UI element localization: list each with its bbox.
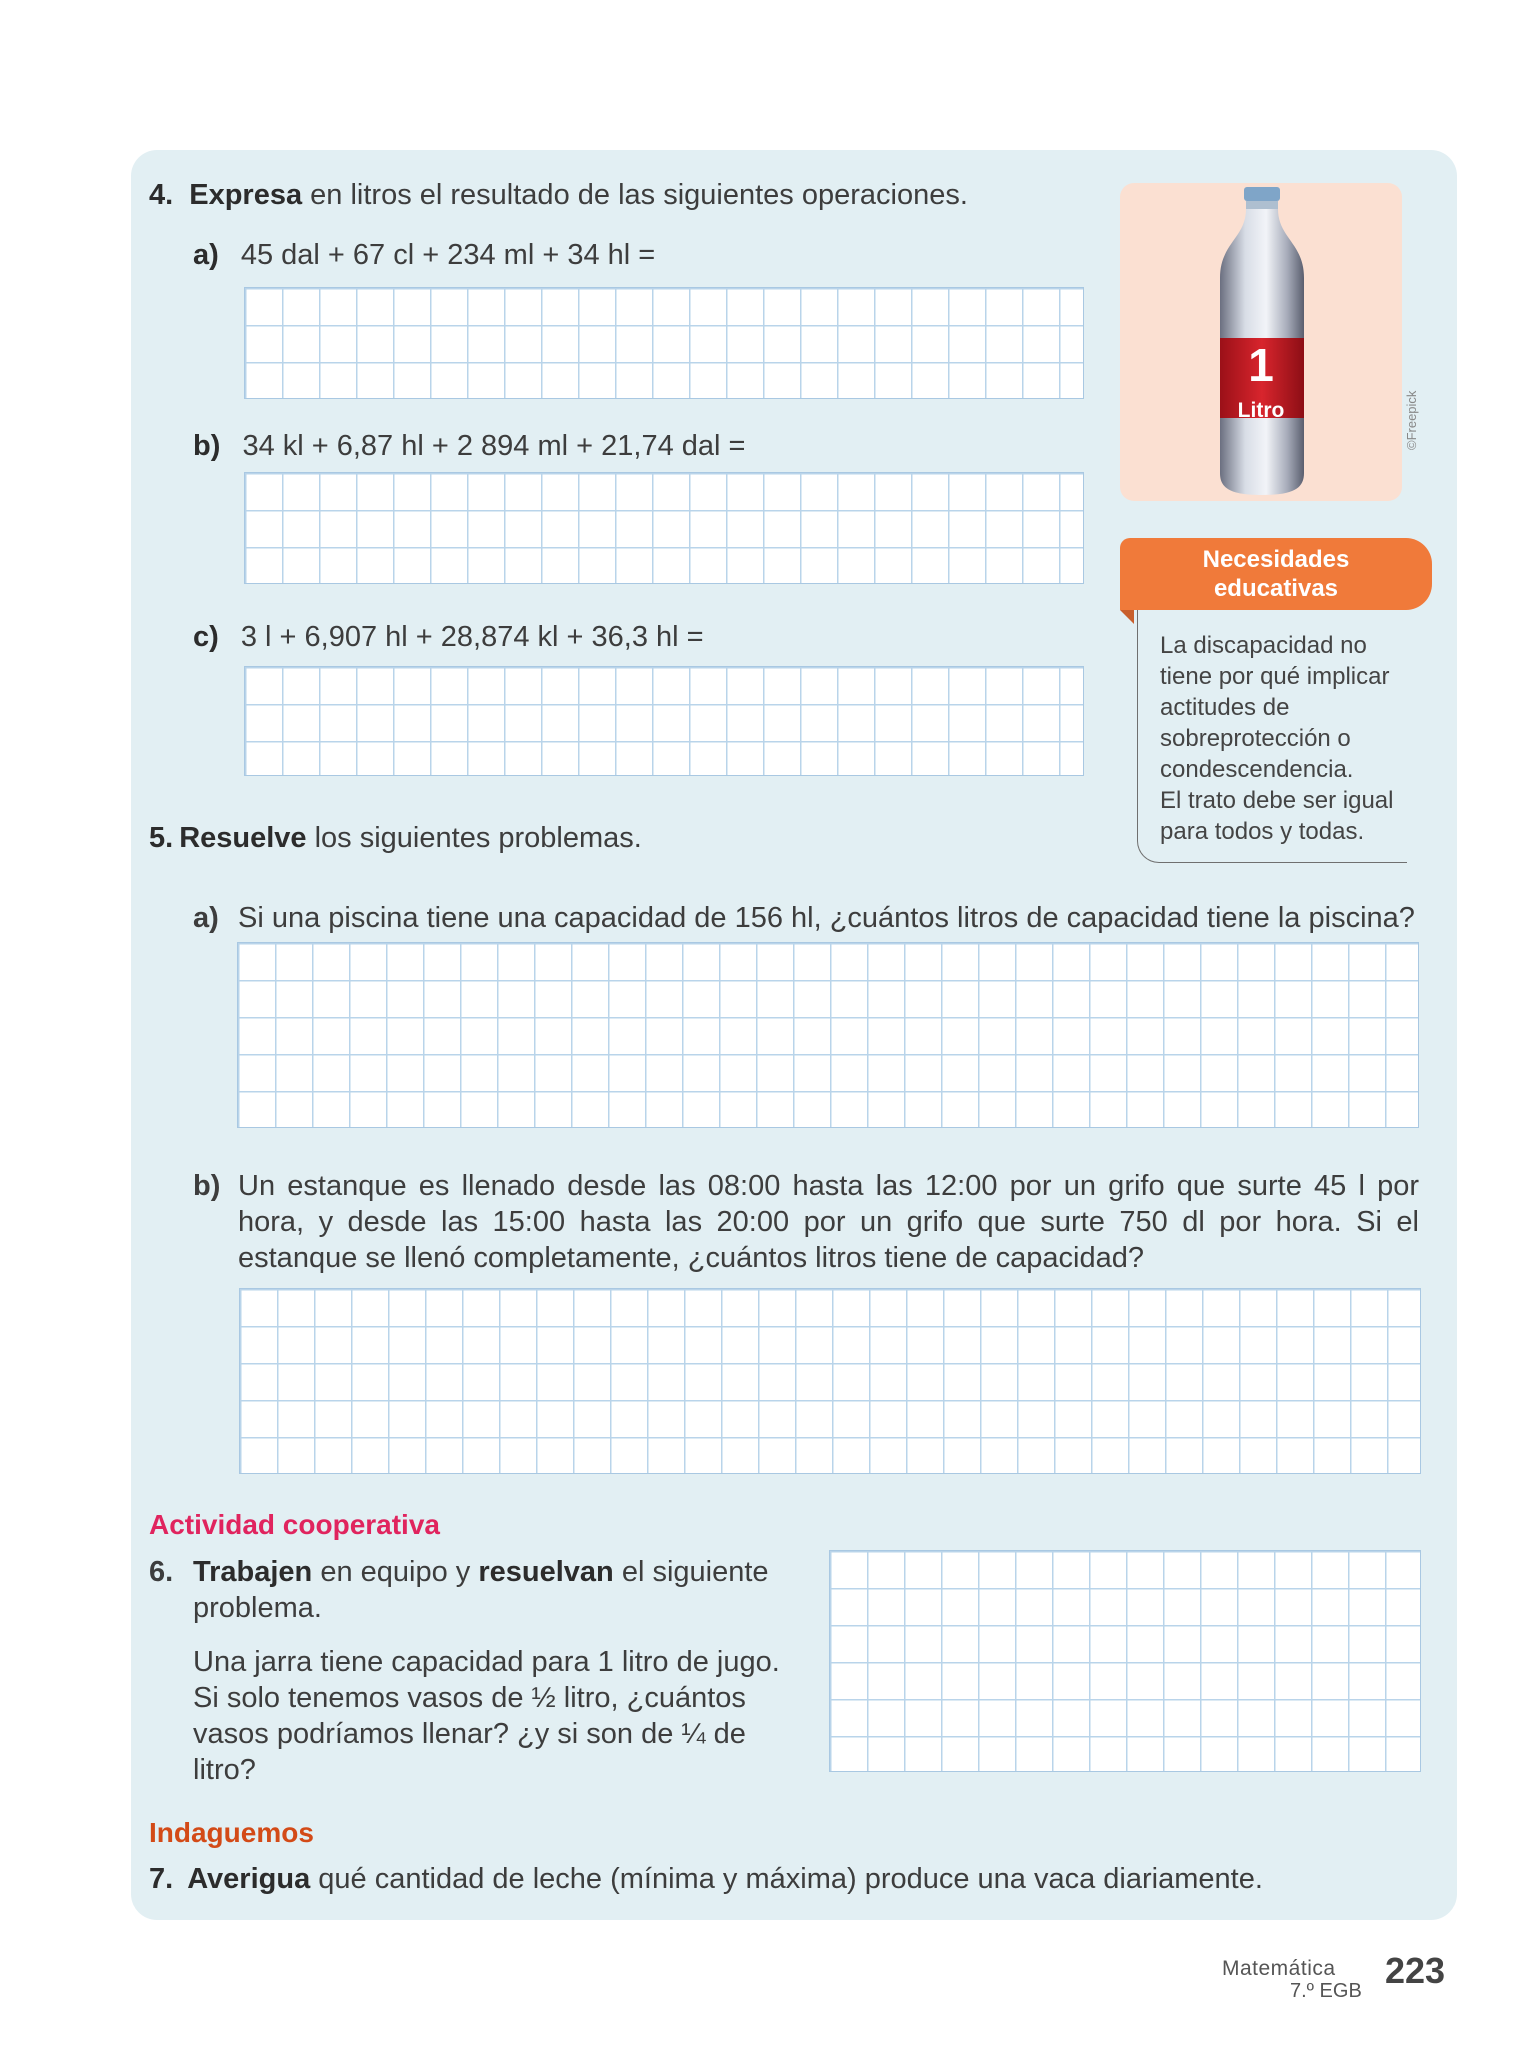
needs-tab-fold — [1120, 610, 1134, 624]
needs-title-line: Necesidades — [1202, 546, 1350, 573]
exercise-4c — [193, 619, 704, 655]
exercise-5-instruction: los siguientes problemas. — [306, 822, 642, 854]
cooperative-activity-heading: Actividad cooperativa — [149, 1509, 440, 1540]
exercise-7-verb: Averigua — [187, 1863, 311, 1895]
exercise-4-instruction: en litros el resultado de las siguientes operaciones. — [302, 179, 968, 211]
exercise-5b-text: Un estanque es llenado desde las 08:00 hasta las 12:00 por un grifo que surte 45 l por hora, y desde las 15:00 hasta las 20:00 por un grifo que surte 750 dl por hora. Si el estanque se llenó completamente, ¿cuántos litros tiene de capacidad? — [238, 1170, 1419, 1274]
educational-needs-title — [1120, 538, 1432, 610]
item-label: a) — [193, 239, 219, 271]
exercise-5-verb: Resuelve — [179, 822, 307, 854]
exercise-6-problem: Una jarra tiene capacidad para 1 litro de jugo. Si solo tenemos vasos de ½ litro, ¿cuántos vasos podríamos llenar? ¿y si son de ¼ de litro? — [193, 1646, 780, 1786]
operation-text: 34 kl + 6,87 hl + 2 894 ml + 21,74 dal = — [242, 430, 746, 462]
exercise-4-heading — [149, 177, 1049, 213]
footer-subject: Matemática — [1222, 1957, 1336, 1980]
answer-grid-4c[interactable] — [244, 666, 1084, 776]
exercise-6-number: 6. — [149, 1556, 174, 1588]
photo-credit: ©Freepick — [1404, 390, 1419, 450]
operation-text: 3 l + 6,907 hl + 28,874 kl + 36,3 hl = — [240, 621, 704, 653]
answer-grid-6[interactable] — [829, 1550, 1421, 1772]
operation-text: 45 dal + 67 cl + 234 ml + 34 hl = — [240, 239, 656, 271]
inquiry-heading: Indaguemos — [149, 1817, 314, 1848]
exercise-6-instruction — [193, 1554, 793, 1626]
item-label: b) — [193, 430, 221, 462]
bottle-text: Litro — [1237, 399, 1285, 422]
exercise-6-verb1: Trabajen — [193, 1556, 313, 1588]
page-number: 223 — [1385, 1950, 1446, 1991]
answer-grid-4b[interactable] — [244, 472, 1084, 584]
exercise-6-mid: en equipo y — [312, 1556, 479, 1588]
needs-line: La discapacidad no — [1160, 632, 1367, 659]
exercise-6-rest: el siguiente problema. — [193, 1556, 769, 1624]
needs-line: condescendencia. — [1160, 756, 1354, 783]
exercise-4a — [193, 237, 655, 273]
exercise-5-number: 5. — [149, 822, 174, 854]
exercise-5-heading — [149, 820, 642, 856]
needs-line: sobreprotección o — [1160, 725, 1351, 752]
footer-grade: 7.º EGB — [1290, 1980, 1362, 2002]
bottle-neck — [1246, 201, 1278, 209]
answer-grid-5b[interactable] — [239, 1288, 1421, 1474]
exercise-5a-label: a) — [193, 902, 219, 934]
exercise-7-number: 7. — [149, 1863, 174, 1895]
answer-grid-4a[interactable] — [244, 287, 1084, 399]
exercise-7 — [149, 1861, 1349, 1897]
exercise-5b-label: b) — [193, 1170, 221, 1202]
answer-grid-5a[interactable] — [237, 942, 1419, 1128]
bottle-cap — [1244, 187, 1280, 201]
needs-title-line: educativas — [1213, 575, 1339, 602]
item-label: c) — [193, 621, 219, 653]
exercise-4-verb: Expresa — [189, 179, 303, 211]
needs-line: para todos y todas. — [1160, 818, 1365, 845]
bottle-number: 1 — [1248, 339, 1274, 391]
exercise-5a-text: Si una piscina tiene una capacidad de 156 hl, ¿cuántos litros de capacidad tiene la piscina? — [238, 902, 1415, 934]
needs-line: actitudes de — [1160, 694, 1290, 721]
exercise-4b — [193, 428, 745, 464]
needs-line: El trato debe ser igual — [1160, 787, 1394, 814]
exercise-4-number: 4. — [149, 179, 174, 211]
exercise-7-text: qué cantidad de leche (mínima y máxima) produce una vaca diariamente. — [310, 1863, 1263, 1895]
educational-needs-text — [1160, 630, 1420, 847]
exercise-6-verb2: resuelvan — [478, 1556, 614, 1588]
needs-line: tiene por qué implicar — [1160, 663, 1390, 690]
